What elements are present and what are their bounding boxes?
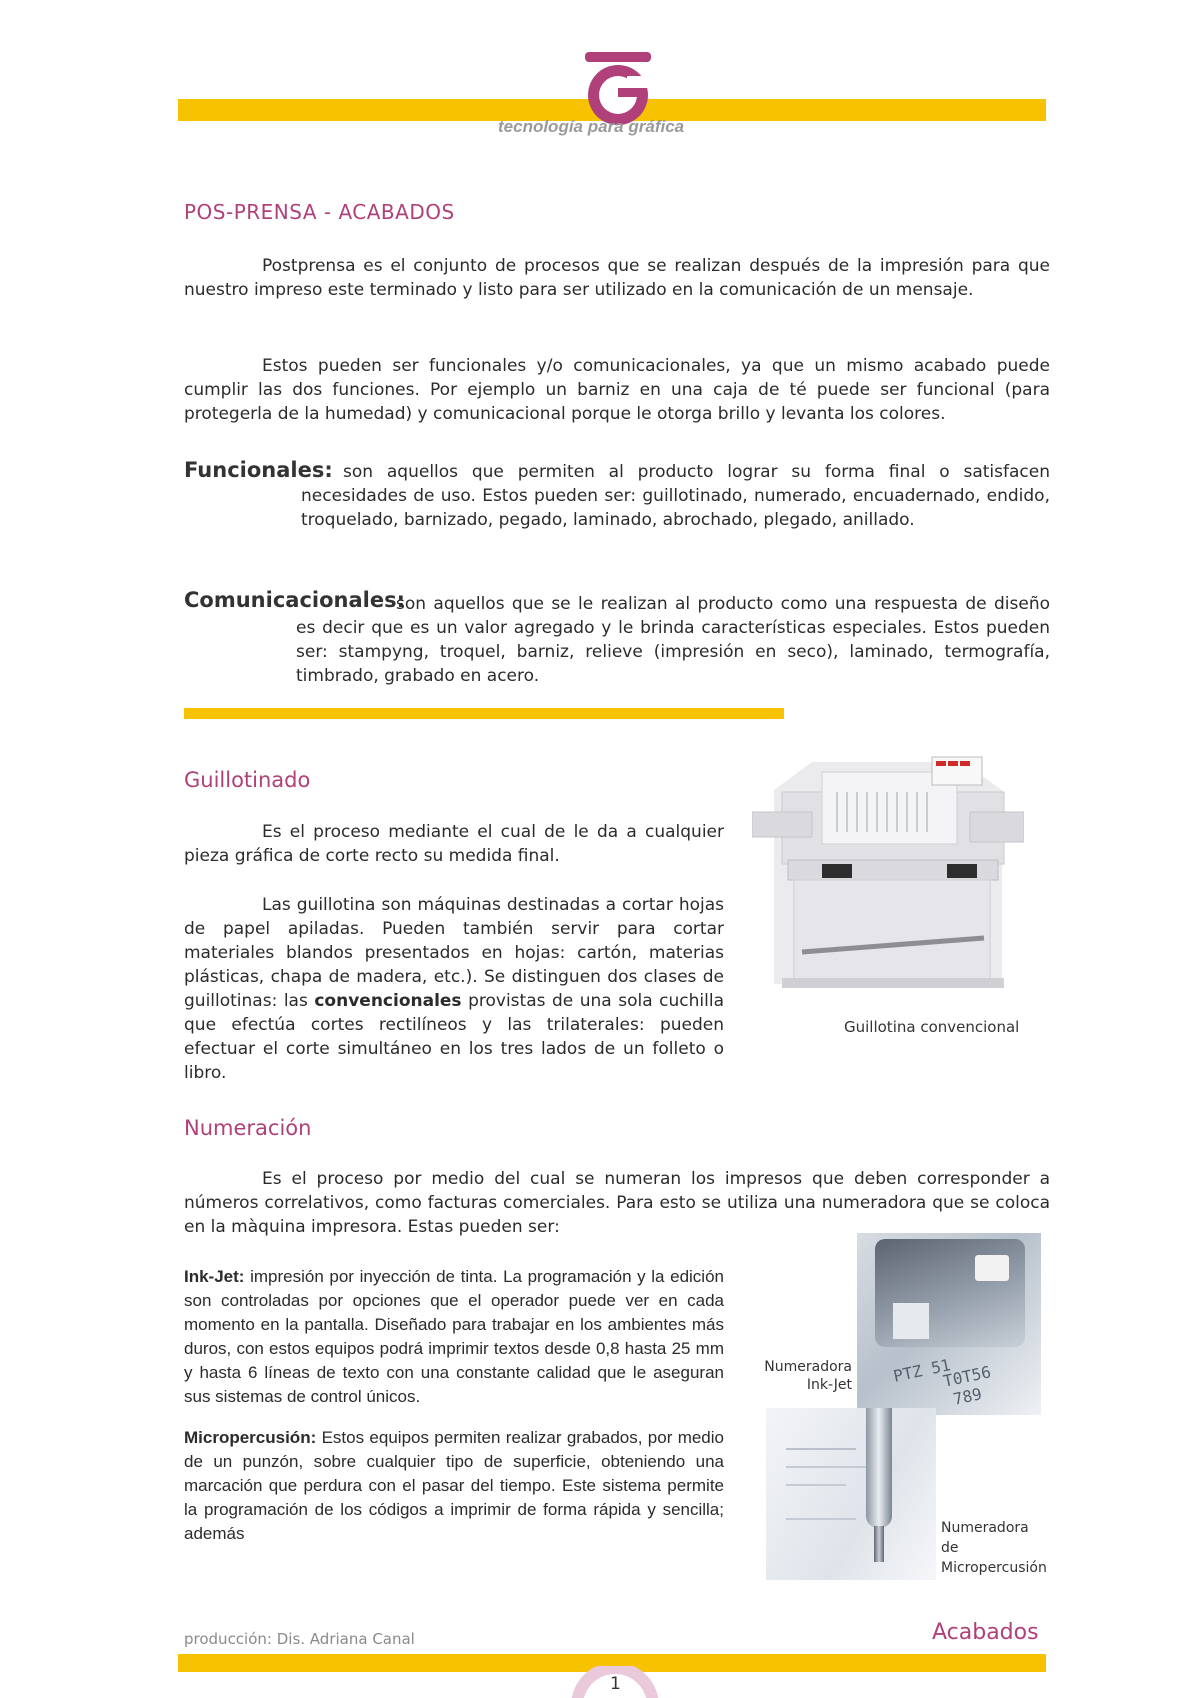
brand-tagline: tecnología para gráfica <box>498 117 685 136</box>
inkjet-term: Ink-Jet: <box>184 1267 245 1286</box>
inkjet-print-2: T0T56 <box>941 1362 993 1391</box>
micro-text: Estos equipos permiten realizar grabados, por medio de un punzón, sobre cualquier tipo de superficie, obteniendo una marcación que perdura con el pasar del tiempo. Este sistema permite la programación de los códigos a imprimir de forma rápida y sencilla; además <box>184 1428 724 1543</box>
guillotine-caption: Guillotina convencional <box>844 1018 1020 1036</box>
intro-paragraph-1: Postprensa es el conjunto de procesos que se realizan después de la impresión para que nuestro impreso este terminado y listo para ser utilizado en la comunicación de un mensaje. <box>184 256 1050 300</box>
micro-caption <box>941 1518 1047 1578</box>
footer-section-title: Acabados <box>932 1620 1039 1645</box>
intro-paragraph-2: Estos pueden ser funcionales y/o comunicacionales, ya que un mismo acabado puede cumplir las dos funciones. Por ejemplo un barniz en una caja de té puede ser funcional (para protegerla de la humedad) y comunicacional porque le otorga brillo y levanta los colores. <box>184 356 1050 424</box>
comunicacionales-term: Comunicacionales: <box>184 588 405 612</box>
micro-caption-line-3: Micropercusión <box>941 1560 1047 1576</box>
inkjet-print-3: 789 <box>951 1384 984 1409</box>
page-number: 1 <box>610 1674 621 1694</box>
comunicacionales-text: son aquellos que se le realizan al producto como una respuesta de diseño es decir que es un valor agregado y le brinda características especiales. Estos pueden ser: stampyng, troquel, barniz, relieve (impresión en seco), laminado, termografía, timbrado, grabado en acero. <box>296 594 1050 686</box>
footer-credit: producción: Dis. Adriana Canal <box>184 1630 415 1648</box>
guillotinado-heading: Guillotinado <box>184 768 311 792</box>
section-divider <box>184 708 784 719</box>
guillotinado-paragraph-1: Es el proceso mediante el cual de le da a cualquier pieza gráfica de corte recto su medida final. <box>184 822 724 866</box>
guillotinado-p2-a: Las guillotina son máquinas destinadas a cortar hojas de papel apiladas. Pueden también servir para cortar materiales blandos presentados en hojas: cartón, materias plásticas, chapa de madera, etc.). Se distinguen dos clases de guillotinas: las <box>184 895 724 1011</box>
guillotinado-p2-bold: convencionales <box>314 991 462 1011</box>
funcionales-term: Funcionales: <box>184 458 333 482</box>
guillotinado-p2-b: provistas de una sola cuchilla que efectúa cortes rectilíneos y las trilaterales: pueden efectuar el corte simultáneo en los tres lados de un folleto o libro. <box>184 991 724 1083</box>
micro-caption-line-2: de <box>941 1540 959 1556</box>
micro-term: Micropercusión: <box>184 1428 317 1447</box>
inkjet-caption-line-1: Numeradora <box>764 1359 852 1375</box>
inkjet-paragraph <box>184 1265 724 1409</box>
inkjet-caption-line-2: Ink-Jet <box>806 1377 852 1393</box>
funcionales-text: son aquellos que permiten al producto lograr su forma final o satisfacen necesidades de uso. Estos pueden ser: guillotinado, numerado, encuadernado, endido, troquelado, barnizado, pegado, laminado, abrochado, plegado, anillado. <box>301 462 1050 530</box>
micropercussion-photo-image <box>766 1408 936 1580</box>
guillotine-machine-image <box>752 752 1024 992</box>
inkjet-text: impresión por inyección de tinta. La programación y la edición son controladas por opciones que el operador puede ver en cada momento en la pantalla. Diseñado para trabajar en los ambientes más duros, con estos equipos podrá imprimir textos desde 0,8 hasta 25 mm y hasta 6 líneas de texto con una constante calidad que le aseguran sus sistemas de control únicos. <box>184 1267 724 1406</box>
micro-caption-line-1: Numeradora <box>941 1520 1029 1536</box>
inkjet-caption <box>764 1358 852 1394</box>
numeracion-heading: Numeración <box>184 1116 312 1140</box>
guillotinado-paragraph-2 <box>184 893 724 1085</box>
page-title: POS-PRENSA - ACABADOS <box>184 200 455 224</box>
numeracion-paragraph: Es el proceso por medio del cual se numeran los impresos que deben corresponder a números correlativos, como facturas comerciales. Para esto se utiliza una numeradora que se coloca en la màquina impresora. Estas pueden ser: <box>184 1169 1050 1237</box>
inkjet-photo-image <box>857 1233 1041 1415</box>
inkjet-print-1: PTZ 51 <box>891 1355 953 1386</box>
micro-paragraph <box>184 1426 724 1546</box>
